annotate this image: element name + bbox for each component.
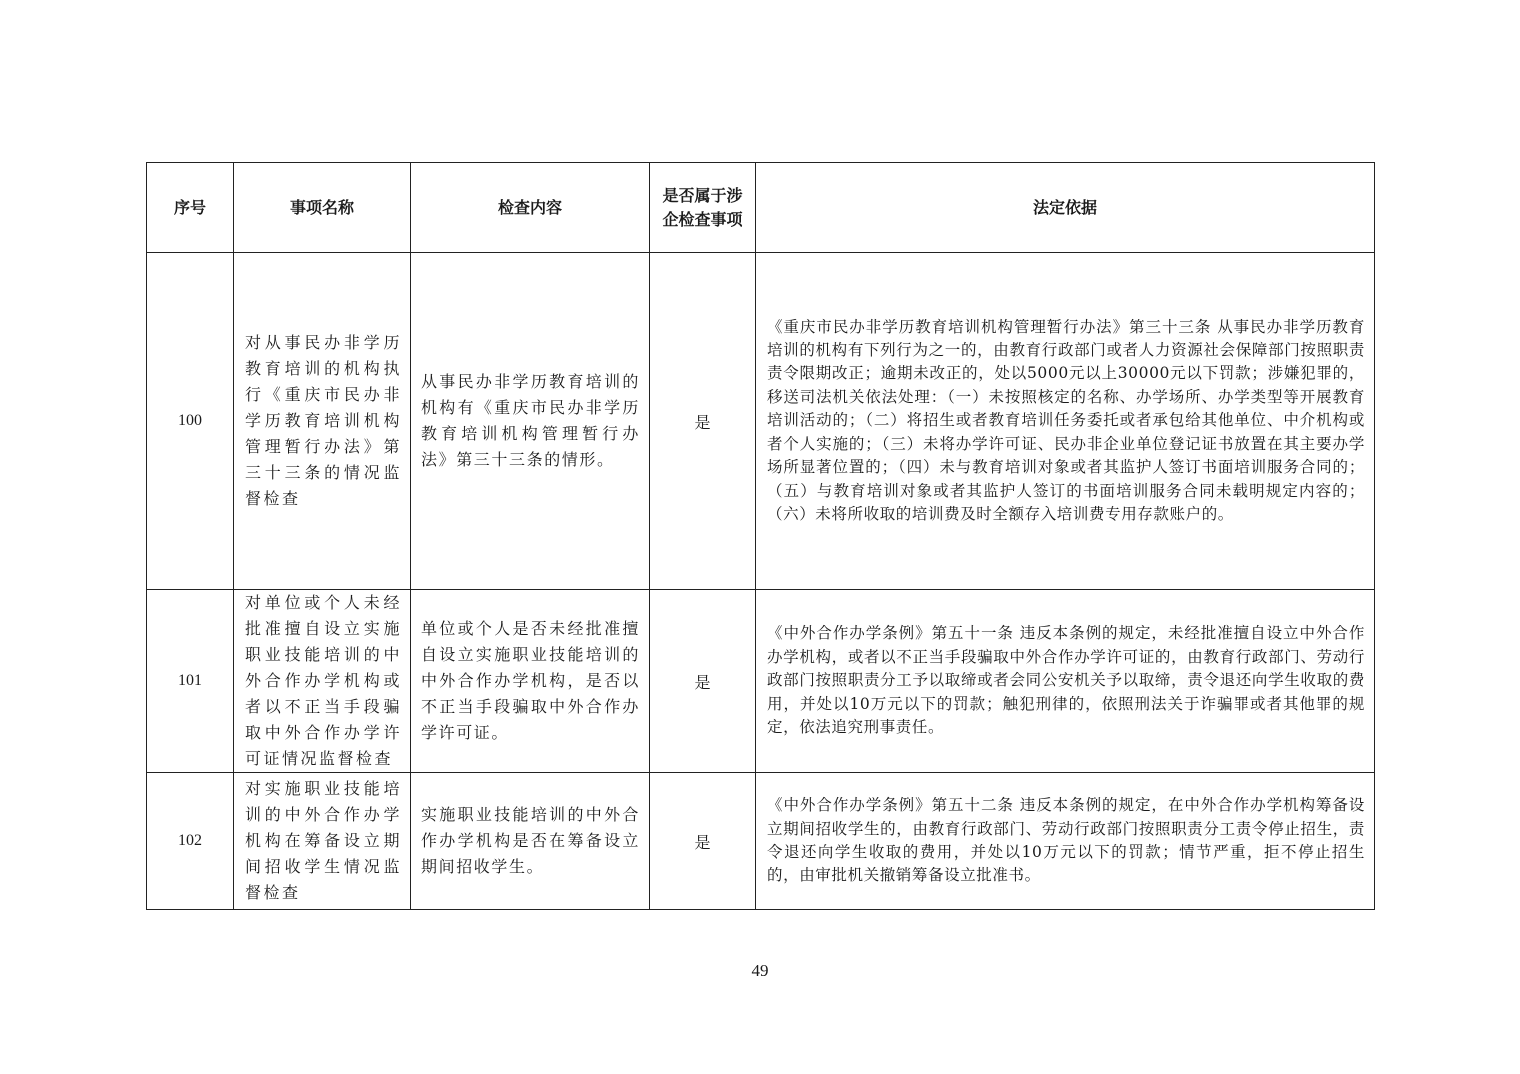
row-check-content: 从事民办非学历教育培训的机构有《重庆市民办非学历教育培训机构管理暂行办法》第三十三条的情形。 (411, 253, 650, 590)
row-check-content: 单位或个人是否未经批准擅自设立实施职业技能培训的中外合作办学机构，是否以不正当手段骗取中外合作办学许可证。 (411, 590, 650, 773)
row-seq: 102 (147, 773, 234, 910)
header-name: 事项名称 (234, 163, 411, 253)
row-item-name: 对从事民办非学历教育培训的机构执行《重庆市民办非学历教育培训机构管理暂行办法》第三十三条的情况监督检查 (234, 253, 411, 590)
row-enterprise-flag: 是 (650, 253, 756, 590)
row-seq: 100 (147, 253, 234, 590)
row-enterprise-flag: 是 (650, 773, 756, 910)
header-content: 检查内容 (411, 163, 650, 253)
row-legal-basis: 《中外合作办学条例》第五十二条 违反本条例的规定，在中外合作办学机构筹备设立期间招收学生的，由教育行政部门、劳动行政部门按照职责分工责令停止招生，责令退还向学生收取的费用，并处以10万元以下的罚款；情节严重，拒不停止招生的，由审批机关撤销筹备设立批准书。 (756, 773, 1375, 910)
row-item-name: 对实施职业技能培训的中外合作办学机构在筹备设立期间招收学生情况监督检查 (234, 773, 411, 910)
table-row (147, 253, 1375, 590)
header-seq: 序号 (147, 163, 234, 253)
inspection-items-table (146, 162, 1375, 910)
row-seq: 101 (147, 590, 234, 773)
table-row (147, 773, 1375, 910)
row-item-name: 对单位或个人未经批准擅自设立实施职业技能培训的中外合作办学机构或者以不正当手段骗取中外合作办学许可证情况监督检查 (234, 590, 411, 773)
header-basis: 法定依据 (756, 163, 1375, 253)
table-row (147, 590, 1375, 773)
row-legal-basis: 《重庆市民办非学历教育培训机构管理暂行办法》第三十三条 从事民办非学历教育培训的机构有下列行为之一的，由教育行政部门或者人力资源社会保障部门按照职责责令限期改正；逾期未改正的，处以5000元以上30000元以下罚款；涉嫌犯罪的，移送司法机关依法处理：（一）未按照核定的名称、办学场所、办学类型等开展教育培训活动的；（二）将招生或者教育培训任务委托或者承包给其他单位、中介机构或者个人实施的；（三）未将办学许可证、民办非企业单位登记证书放置在其主要办学场所显著位置的；（四）未与教育培训对象或者其监护人签订书面培训服务合同的；（五）与教育培训对象或者其监护人签订的书面培训服务合同未载明规定内容的；（六）未将所收取的培训费及时全额存入培训费专用存款账户的。 (756, 253, 1375, 590)
page-number: 49 (751, 961, 769, 980)
row-legal-basis: 《中外合作办学条例》第五十一条 违反本条例的规定，未经批准擅自设立中外合作办学机构，或者以不正当手段骗取中外合作办学许可证的，由教育行政部门、劳动行政部门按照职责分工予以取缔或者会同公安机关予以取缔，责令退还向学生收取的费用，并处以10万元以下的罚款；触犯刑律的，依照刑法关于诈骗罪或者其他罪的规定，依法追究刑事责任。 (756, 590, 1375, 773)
row-enterprise-flag: 是 (650, 590, 756, 773)
header-enterprise: 是否属于涉企检查事项 (650, 163, 756, 253)
row-check-content: 实施职业技能培训的中外合作办学机构是否在筹备设立期间招收学生。 (411, 773, 650, 910)
table-header-row (147, 163, 1375, 253)
